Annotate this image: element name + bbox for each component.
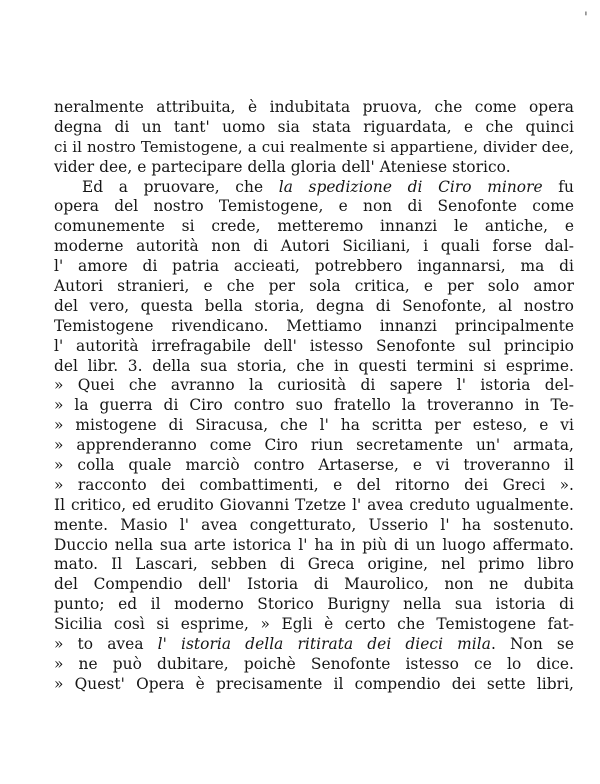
text-line: del libr. 3. della sua storia, che in questi termini si esprime. [54, 356, 574, 375]
text-line: degna di un tant' uomo sia stata riguardata, e che quinci [54, 117, 574, 136]
text-line: del Compendio dell' Istoria di Maurolico, non ne dubita [54, 575, 574, 594]
text-segment: » to avea [54, 635, 158, 654]
text-line: Duccio nella sua arte istorica l' ha in più di un luogo affermato. [54, 535, 574, 554]
text-segment: Ed a pruovare, che [82, 177, 279, 196]
body-text [54, 98, 574, 695]
text-segment: . Non se [490, 635, 574, 654]
text-line [54, 635, 574, 655]
text-line: vider dee, e partecipare della gloria dell' Ateniese storico. [54, 157, 511, 176]
text-line: » Quei che avranno la curiosità di sapere l' istoria del- [54, 376, 574, 395]
text-line: mente. Masio l' avea congetturato, Usserio l' ha sostenuto. [54, 515, 574, 534]
text-line: » colla quale marciò contro Artaserse, e vi troveranno il [54, 456, 574, 475]
text-segment: fu [542, 177, 574, 196]
text-line: l' amore di patria accieati, potrebbero ingannarsi, ma di [54, 257, 574, 276]
text-line: punto; ed il moderno Storico Burigny nella sua istoria di [54, 595, 574, 614]
text-line: Temistogene rivendicano. Mettiamo innanzi principalmente [54, 316, 574, 335]
text-line: » Quest' Opera è precisamente il compendio dei sette libri, [54, 674, 574, 693]
text-line: opera del nostro Temistogene, e non di Senofonte come [54, 197, 574, 216]
text-line: l' autorità irrefragabile dell' istesso Senofonte sul principio [54, 336, 574, 355]
text-line: mato. Il Lascari, sebben di Greca origine, nel primo libro [54, 555, 574, 574]
italic-title: la spedizione di Ciro minore [278, 177, 543, 196]
margin-mark: ' [584, 10, 588, 26]
text-line: del vero, questa bella storia, degna di Senofonte, al nostro [54, 296, 574, 315]
text-line: » la guerra di Ciro contro suo fratello la troveranno in Te- [54, 396, 574, 415]
text-line: » apprenderanno come Ciro riun secretamente un' armata, [54, 436, 574, 455]
text-line: Autori stranieri, e che per sola critica, e per solo amor [54, 277, 574, 296]
text-line: comunemente si crede, metteremo innanzi le antiche, e [54, 217, 574, 236]
text-line [54, 178, 574, 198]
text-line: Sicilia così si esprime, » Egli è certo che Temistogene fat- [54, 615, 574, 634]
text-line: » ne può dubitare, poichè Senofonte istesso ce lo dice. [54, 654, 574, 673]
text-line: neralmente attribuita, è indubitata pruova, che come opera [54, 98, 574, 116]
text-line: Il critico, ed erudito Giovanni Tzetze l' avea creduto ugualmente. [54, 495, 574, 514]
text-line: » mistogene di Siracusa, che l' ha scritta per esteso, e vi [54, 416, 574, 435]
italic-title: l' istoria della ritirata dei dieci mila [157, 635, 491, 654]
text-line: » racconto dei combattimenti, e del ritorno dei Greci ». [54, 475, 574, 494]
text-line: moderne autorità non di Autori Siciliani, i quali forse dal- [54, 237, 574, 256]
text-line: ci il nostro Temistogene, a cui realmente si appartiene, divider dee, [54, 137, 574, 156]
